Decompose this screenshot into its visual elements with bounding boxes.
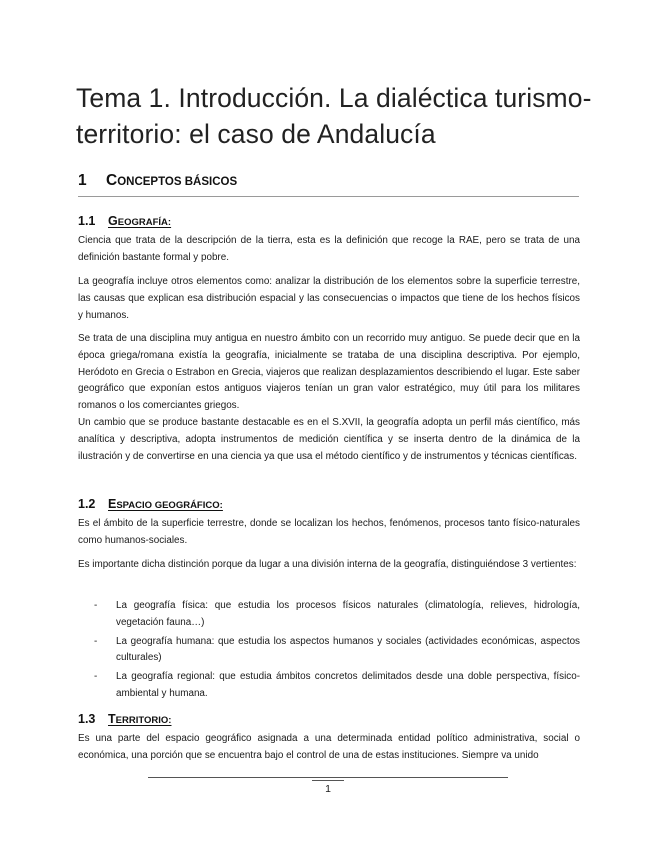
list-marker: - [94, 600, 98, 611]
subsection-heading-1-3 [78, 712, 171, 726]
paragraph: Es una parte del espacio geográfico asignada a una determinada entidad político administrativa, social o económica, una porción que se encuentra bajo el control de una de estas instituciones. Siempre va unido [78, 733, 580, 761]
subsection-label-rest: SPACIO GEOGRÁFICO: [116, 500, 223, 511]
subsection-label-initial: E [108, 497, 117, 511]
list-item [78, 634, 580, 668]
subsection-label-rest: EOGRAFÍA: [117, 217, 172, 228]
subsection-heading-1-1 [78, 214, 171, 228]
subsection-number: 1.1 [78, 214, 96, 228]
list-marker: - [94, 671, 98, 683]
subsection-label-rest: ERRITORIO: [115, 715, 172, 726]
section-label-rest: ONCEPTOS BÁSICOS [117, 176, 238, 188]
subsection-label-initial: G [108, 214, 118, 228]
subsection-number: 1.2 [78, 497, 96, 511]
section-label-initial: C [106, 172, 118, 189]
list-item [78, 598, 580, 632]
subsection-number: 1.3 [78, 712, 96, 726]
list-item-text: La geografía humana: que estudia los aspectos humanos y sociales (actividades económicas, aspectos culturales) [116, 635, 580, 664]
paragraph: Es el ámbito de la superficie terrestre, donde se localizan los hechos, fenómenos, procesos tanto físico-naturales como humanos-sociales. [78, 518, 580, 546]
page-number: 1 [312, 780, 344, 795]
subsection-heading-1-2 [78, 497, 223, 511]
paragraph: Es importante dicha distinción porque da lugar a una división interna de la geografía, distinguiéndose 3 vertientes: [78, 559, 577, 570]
section-number: 1 [78, 172, 87, 189]
section-heading-1 [78, 172, 579, 197]
paragraph: La geografía incluye otros elementos como: analizar la distribución de los elementos sobre la superficie terrestre, las causas que explican esa distribución espacial y las consecuencias o impactos que tiene de los hechos físicos y humanos. [78, 276, 580, 321]
page-title: Tema 1. Introducción. La dialéctica turismo-territorio: el caso de Andalucía [76, 83, 592, 149]
subsection-label-initial: T [108, 712, 116, 726]
paragraph: Se trata de una disciplina muy antigua en nuestro ámbito con un recorrido muy antiguo. Se puede decir que en la época griega/romana existía la geografía, inicialmente se trataba de una disciplina descriptiva. Por ejemplo, Heródoto en Grecia o Estrabon en Grecia, viajeros que realizan desplazamientos describiendo el lugar. Este saber geográfico que exponían estos antiguos viajeros tenían un gran valor estratégico, muy útil para los militares romanos o los comerciantes griegos. [78, 333, 580, 412]
list-marker: - [94, 635, 98, 647]
paragraph: Ciencia que trata de la descripción de la tierra, esta es la definición que recoge la RAE, pero se trata de una definición bastante formal y pobre. [78, 235, 580, 263]
bullet-list [78, 598, 580, 705]
list-item [78, 669, 580, 703]
list-item-text: La geografía regional: que estudia ámbitos concretos delimitados desde una doble perspectiva, físico-ambiental y humana. [116, 671, 580, 699]
list-item-text: La geografía física: que estudia los procesos físicos naturales (climatología, relieves, hidrología, vegetación fauna…) [116, 600, 580, 628]
paragraph: Un cambio que se produce bastante destacable es en el S.XVII, la geografía adopta un perfil más científico, más analítica y descriptiva, adopta instrumentos de medición científica y se inserta dentro de la dinámica de la ilustración y de convertirse en una ciencia ya que usa el método científico y de instrumentos y técnicas científicas. [78, 417, 580, 462]
footer-divider [148, 777, 508, 778]
